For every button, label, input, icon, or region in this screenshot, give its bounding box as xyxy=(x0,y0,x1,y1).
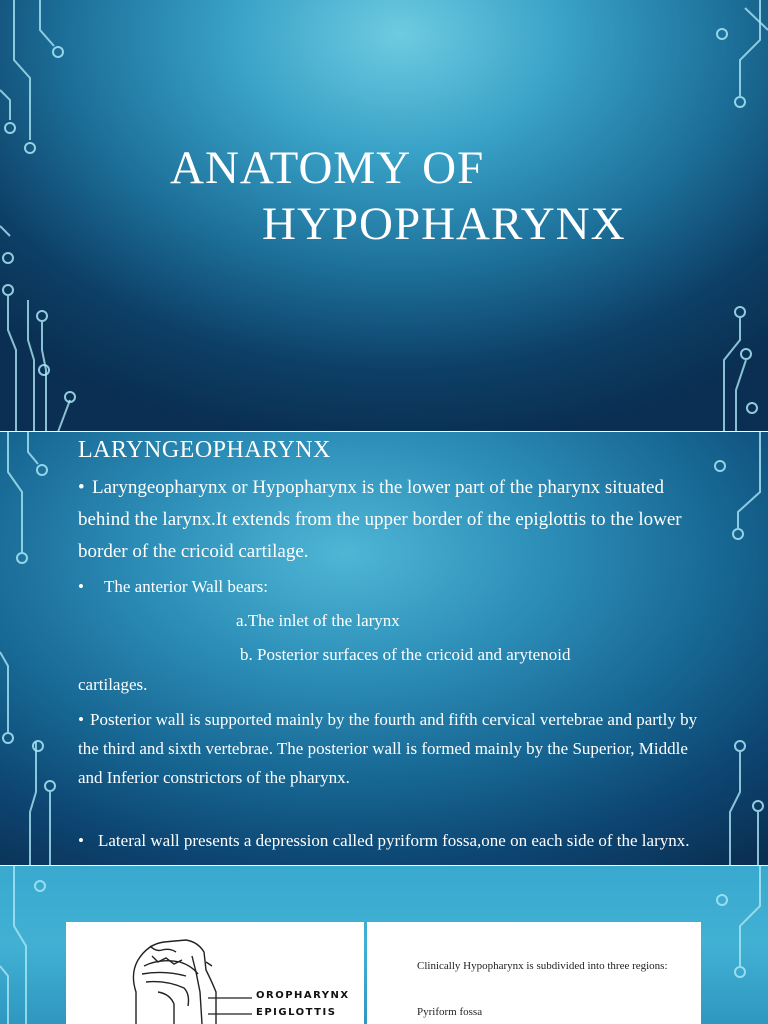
posterior-wall-text: Posterior wall is supported mainly by the fourth and fifth cervical vertebrae and partly by the third and sixth vertebrae. The posterior wall is formed mainly by the Superior, Middle and Inferior constrictors of the pharynx. xyxy=(78,710,698,787)
list-item-a: a.The inlet of the larynx xyxy=(236,611,400,630)
list-item-b: b. Posterior surfaces of the cricoid and arytenoid xyxy=(240,645,571,664)
section-heading: LARYNGEOPHARYNX xyxy=(78,437,331,463)
list-item-b-continued: cartilages. xyxy=(78,675,148,694)
lateral-wall-text: Lateral wall presents a depression called pyriform fossa,one on each side of the larynx. xyxy=(98,831,690,850)
label-epiglottis: EPIGLOTTIS xyxy=(256,1007,337,1018)
slide-title-line-1: ANATOMY OF xyxy=(170,142,485,194)
text-panel xyxy=(367,922,701,1024)
paragraph-anterior-wall xyxy=(78,572,268,601)
paragraph-posterior-wall xyxy=(78,705,698,792)
bullet-icon: • xyxy=(78,831,84,850)
paragraph-definition-text: Laryngeopharynx or Hypopharynx is the lower part of the pharynx situated behind the larynx.It extends from the upper border of the epiglottis to the lower border of the cricoid cartilage. xyxy=(78,477,682,562)
title-slide xyxy=(0,0,768,432)
anatomy-diagram-panel xyxy=(66,922,364,1024)
slide-title-line-2: HYPOPHARYNX xyxy=(262,198,626,250)
bullet-icon: • xyxy=(78,710,84,729)
bullet-icon: • xyxy=(78,577,84,596)
paragraph-definition xyxy=(78,472,718,568)
anterior-wall-text: The anterior Wall bears: xyxy=(104,577,268,596)
paragraph-lateral-wall xyxy=(78,826,718,855)
region-pyriform-fossa: Pyriform fossa xyxy=(417,1006,483,1018)
label-oropharynx: OROPHARYNX xyxy=(256,990,350,1001)
bullet-icon: • xyxy=(78,477,85,498)
regions-intro-text: Clinically Hypopharynx is subdivided into three regions: xyxy=(417,960,668,972)
